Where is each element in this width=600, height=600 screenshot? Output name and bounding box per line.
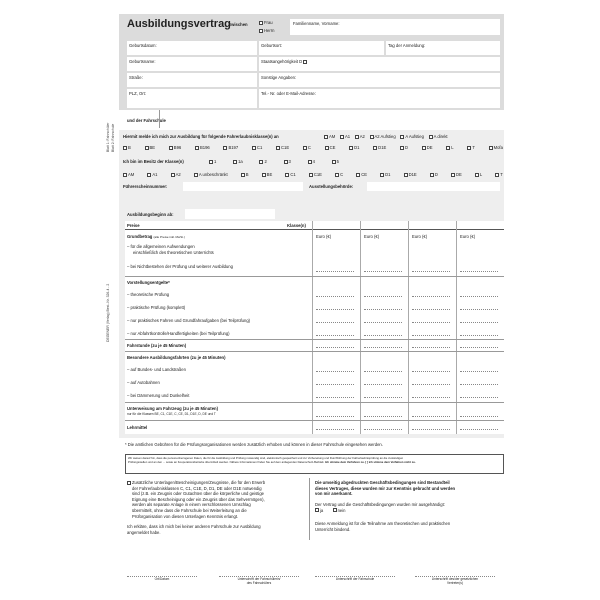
price-field[interactable] [460, 384, 498, 385]
class-checkbox[interactable]: B196 [195, 145, 210, 150]
price-field[interactable] [460, 347, 498, 348]
lehrmittel-label: Lehrmittel [127, 425, 148, 430]
staatsangehoerigkeit-label: Staatsangehörigkeit D [261, 59, 308, 64]
class-a2-aufstieg-checkbox[interactable]: A2 Aufstieg [370, 134, 396, 139]
class-checkbox[interactable]: D [400, 145, 408, 150]
checkbox-icon [303, 60, 307, 64]
privacy-consent[interactable]: Ich stimme dem Verfahren zu. [ ] [325, 460, 368, 464]
checkbox-icon [169, 146, 173, 150]
frau-checkbox[interactable]: Frau [259, 20, 273, 25]
price-field[interactable] [460, 429, 498, 430]
besitz-checkbox[interactable]: 2 [259, 159, 266, 164]
price-field[interactable] [460, 335, 498, 336]
checkbox-icon [333, 508, 337, 512]
checkbox-icon [259, 21, 263, 25]
b3-label: – bei Dämmerung und Dunkelheit [127, 393, 190, 398]
fahrschule-label: und der Fahrschule [127, 118, 166, 123]
held-class-checkbox[interactable]: DE [451, 172, 462, 177]
preise-header: Preise [127, 223, 140, 228]
checkbox-icon [123, 146, 127, 150]
checkbox-icon [223, 146, 227, 150]
klasse-header: Klasse(n) [287, 223, 306, 228]
privacy-text1: Wir weisen darauf hin, dass die personenbezogenen Daten, die für die Ausbildung und Prüfung notwendig sind, elektronisch gespeichert und zur Vorbereitung und Durchführung der Fahrerlaubnisprüfung an die zuständigen [128, 456, 404, 460]
checkbox-icon [489, 146, 493, 150]
checkbox-icon [355, 135, 359, 139]
geburtsdatum-label: Geburtsdatum: [129, 43, 157, 48]
tel-field[interactable] [259, 89, 500, 108]
checkbox-icon [400, 146, 404, 150]
grundbetrag-label: Grundbetrag (alle Preise inkl. MwSt.) [127, 234, 185, 239]
handed-out: Der Vertrag und die Geschäftsbedingungen wurden mir ausgehändigt: ja nein [315, 502, 445, 513]
sig-student: Unterschrift der Fahrschülerin/ des Fahrschülers [237, 577, 281, 585]
price-field[interactable] [364, 322, 402, 323]
class-checkbox[interactable]: C1 [252, 145, 262, 150]
bottom-divider [309, 478, 310, 540]
checkbox-icon [325, 146, 329, 150]
class-am-checkbox[interactable]: AM [324, 134, 335, 139]
price-field[interactable] [412, 296, 450, 297]
exclusive-declaration: Ich erkläre, dass ich mich bei keiner anderen Fahrschule zur Ausbildung angemeldet habe. [127, 524, 261, 535]
checkbox-icon [430, 173, 434, 177]
checkbox-icon [147, 173, 151, 177]
besitz-checkbox[interactable]: 3 [284, 159, 291, 164]
held-class-checkbox[interactable]: A unbeschränkt [194, 172, 228, 177]
class-checkbox[interactable]: B96 [169, 145, 181, 150]
zwischen-label: zwischen [229, 22, 248, 27]
price-field[interactable] [316, 335, 354, 336]
checkbox-icon [370, 135, 374, 139]
v3-label: – nur praktisches Fahren und Grundfahraufgaben (bei Teilprüfung) [127, 318, 251, 323]
price-field[interactable] [460, 296, 498, 297]
terms-declaration: Die umseitig abgedruckten Geschäftsbedingungen sind Bestandteil dieses Vertrages, diese wurden mir zur Kenntnis gebracht und werden von mir anerkannt. [315, 480, 456, 497]
checkbox-icon [262, 173, 266, 177]
name-field[interactable] [290, 19, 500, 35]
checkbox-icon [495, 173, 499, 177]
held-class-checkbox[interactable]: AM [123, 172, 134, 177]
geburtsname-field[interactable] [127, 57, 257, 71]
class-section [119, 130, 504, 208]
geburtsort-field[interactable] [259, 41, 384, 55]
besitz-checkbox[interactable]: 1a [233, 159, 243, 164]
price-field[interactable] [460, 322, 498, 323]
price-field[interactable] [316, 347, 354, 348]
class-checkbox[interactable]: D1 [349, 145, 359, 150]
price-field[interactable] [412, 335, 450, 336]
checkbox-icon [241, 173, 245, 177]
class-a2-checkbox[interactable]: A2 [355, 134, 365, 139]
checkbox-icon [422, 146, 426, 150]
checkbox-icon [400, 135, 404, 139]
class-a-direkt-checkbox[interactable]: A direkt [429, 134, 448, 139]
name-label: Familienname, Vorname: [293, 21, 340, 26]
checkbox-icon [195, 146, 199, 150]
besitz-checkbox[interactable]: 1 [209, 159, 216, 164]
held-class-checkbox[interactable]: D1 [380, 172, 390, 177]
b2-label: – auf Autobahnen [127, 380, 160, 385]
price-field[interactable] [364, 397, 402, 398]
besitz-checkbox[interactable]: 5 [332, 159, 339, 164]
price-field[interactable] [316, 416, 354, 417]
strasse-field[interactable] [127, 73, 257, 87]
checkbox-icon [276, 146, 280, 150]
contract-form [119, 14, 504, 586]
side-text-publisher: DEGENER (Verlag) Best.-Nr. 326-4 - 2 [106, 283, 110, 342]
price-field[interactable] [460, 416, 498, 417]
beginn-label: Ausbildungsbeginn ab: [127, 212, 174, 217]
checkbox-icon [284, 160, 288, 164]
checkbox-icon [340, 135, 344, 139]
class-checkbox[interactable]: CE [325, 145, 336, 150]
price-field[interactable] [412, 371, 450, 372]
price-field[interactable] [412, 384, 450, 385]
unterweisung-label: Unterweisung am Fahrzeug (zu je 45 Minuten) [127, 406, 218, 411]
price-field[interactable] [412, 397, 450, 398]
held-class-checkbox[interactable]: D [430, 172, 438, 177]
plz-field[interactable] [127, 89, 257, 108]
v2-label: – praktische Prüfung (komplett) [127, 305, 186, 310]
ja-checkbox[interactable]: ja [315, 508, 323, 513]
price-field[interactable] [364, 384, 402, 385]
price-field[interactable] [412, 347, 450, 348]
price-field[interactable] [412, 309, 450, 310]
divider [125, 276, 504, 277]
footnote: * Die amtlichen Gebühren für die Prüfungsorganisationen werden zusätzlich erhoben und können in dieser Fahrschule eingesehen werden. [125, 442, 383, 447]
fuehrerschein-input[interactable] [183, 182, 303, 191]
documents-declaration: Zusätzliche Unterlagen/Bescheinigungen/Zeugnisse, die für den Erwerb der Fahrerlaubnisklassen C, C1, C1E, D, D1, DE oder D1E notwendig sind (z.B. ein Zeugnis oder Gutachten über die körperliche und geistige Eignung eine Bescheinigung oder ein Zeugnis über das Sehvermögen), werden als separate Anlage in einem verschlossenen Umschlag übermittelt, ohne dass die Fahrschule bei Weiterleitung an die Prüforganisation von diesen Unterlagen Kenntnis erlangt. [127, 480, 265, 519]
price-field[interactable] [364, 271, 402, 272]
strasse-label: Straße: [129, 75, 143, 80]
tel-label: Tel.- Nr. oder E-Mail-Adresse: [261, 91, 316, 96]
class-row2 [123, 145, 503, 150]
geburtsort-label: Geburtsort: [261, 43, 282, 48]
class-checkbox[interactable]: BE [145, 145, 156, 150]
price-field[interactable] [364, 309, 402, 310]
fuehrerschein-label: Führerscheinnummer: [123, 184, 168, 189]
divider [125, 339, 504, 340]
held-class-checkbox[interactable]: C1 [285, 172, 295, 177]
geburtsname-label: Geburtsname: [129, 59, 156, 64]
checkbox-icon [332, 160, 336, 164]
g1b-label: einschließlich des theoretischen Unterrichts [133, 250, 214, 255]
anmeldung-label: Tag der Anmeldung: [388, 43, 426, 48]
price-field[interactable] [316, 309, 354, 310]
price-field[interactable] [460, 397, 498, 398]
checkbox-icon [356, 173, 360, 177]
held-class-checkbox[interactable]: C1E [309, 172, 322, 177]
checkbox-icon [315, 508, 319, 512]
class-checkbox[interactable]: C [303, 145, 311, 150]
class-checkbox[interactable]: C1E [276, 145, 289, 150]
price-field[interactable] [364, 335, 402, 336]
class-checkbox[interactable]: D1E [373, 145, 386, 150]
price-field[interactable] [364, 347, 402, 348]
checkbox-icon [123, 173, 127, 177]
sonstige-field[interactable] [259, 73, 500, 87]
euro-header: Euro (€) [316, 234, 332, 239]
price-field[interactable] [316, 429, 354, 430]
checkbox-icon [380, 173, 384, 177]
staatsangehoerigkeit-field[interactable] [259, 57, 500, 71]
checkbox-icon [171, 173, 175, 177]
sig-guardian: Unterschrift des/der gesetzlichen Vertreter(s) [431, 577, 479, 585]
checkbox-icon [209, 160, 213, 164]
herrn-checkbox[interactable]: Herrn [259, 28, 274, 33]
price-field[interactable] [316, 397, 354, 398]
euro-header: Euro (€) [412, 234, 428, 239]
besitz-checkbox[interactable]: 4 [308, 159, 315, 164]
divider [125, 351, 504, 352]
checkbox-icon [252, 146, 256, 150]
class-checkbox[interactable]: B197 [223, 145, 238, 150]
price-field[interactable] [412, 429, 450, 430]
price-field[interactable] [364, 429, 402, 430]
checkbox-icon [303, 146, 307, 150]
checkbox-icon [259, 160, 263, 164]
price-field[interactable] [460, 309, 498, 310]
class-checkbox[interactable]: T [467, 145, 475, 150]
v1-label: – theoretische Prüfung [127, 292, 170, 297]
price-field[interactable] [316, 322, 354, 323]
price-field[interactable] [412, 271, 450, 272]
plz-label: PLZ, Ort: [129, 91, 146, 96]
besitz-label: Ich bin im Besitz der Klasse(n) [123, 159, 184, 164]
class-row4 [123, 172, 503, 177]
checkbox-icon [451, 173, 455, 177]
held-class-checkbox[interactable]: A1 [147, 172, 157, 177]
held-class-checkbox[interactable]: CE [356, 172, 367, 177]
price-field[interactable] [316, 296, 354, 297]
held-class-checkbox[interactable]: BE [262, 172, 273, 177]
fahrstunde-label: Fahrstunde (zu je 45 Minuten) [127, 343, 187, 348]
class-row1 [324, 134, 448, 139]
held-class-checkbox[interactable]: T [495, 172, 503, 177]
divider [125, 420, 504, 421]
held-class-checkbox[interactable]: B [241, 172, 249, 177]
behoerde-label: Ausstellungsbehörde: [309, 184, 354, 189]
hiermit-label: Hiermit melde ich mich zur Ausbildung für folgende Fahrerlaubnisklasse(n) an [123, 134, 279, 139]
euro-header: Euro (€) [460, 234, 476, 239]
v4-label: – nur Abfahrtkontrolle/Handfertigkeiten (bei Teilprüfung) [127, 331, 230, 336]
price-field[interactable] [316, 371, 354, 372]
nein-checkbox[interactable]: nein [333, 508, 346, 513]
price-field[interactable] [460, 371, 498, 372]
documents-checkbox[interactable] [127, 481, 131, 485]
b1-label: – auf Bundes- und Landstraßen [127, 367, 186, 372]
divider [125, 229, 504, 230]
price-field[interactable] [364, 416, 402, 417]
held-class-checkbox[interactable]: A2 [171, 172, 181, 177]
class-a1-checkbox[interactable]: A1 [340, 134, 350, 139]
price-field[interactable] [460, 271, 498, 272]
held-class-checkbox[interactable]: L [475, 172, 482, 177]
checkbox-icon [309, 173, 313, 177]
behoerde-input[interactable] [367, 182, 500, 191]
class-checkbox[interactable]: DE [422, 145, 433, 150]
beginn-input[interactable] [185, 209, 275, 219]
g1-label: – für die allgemeinen Aufwendungen [127, 244, 195, 249]
sonstige-label: Sonstige Angaben: [261, 75, 297, 80]
besondere-label: Besondere Ausbildungsfahrten (zu je 45 Minuten) [127, 355, 226, 360]
class-checkbox[interactable]: L [446, 145, 453, 150]
form-title: Ausbildungsvertrag [127, 18, 231, 30]
price-field[interactable] [412, 322, 450, 323]
class-checkbox[interactable]: Mofa [489, 145, 503, 150]
sig-school: Unterschrift der Fahrschule [335, 577, 375, 581]
checkbox-icon [145, 146, 149, 150]
held-class-checkbox[interactable]: C [335, 172, 343, 177]
fahrschule-field[interactable] [159, 110, 504, 128]
checkbox-icon [475, 173, 479, 177]
checkbox-icon [285, 173, 289, 177]
sig-ort-datum: Ort/Datum [154, 577, 170, 581]
checkbox-icon [467, 146, 471, 150]
binding-note: Diese Anmeldung ist für die Teilnahme am theoretischen und praktischen Unterricht bindend. [315, 521, 451, 532]
privacy-text2: Prüfungsstellen und an den ... sowie an Kooperationsbetriebe übermittelt werden. Nähere Informationen finden Sie auf dem anliegenden Datenschutz-Beiblatt. Ich stimme dem Verfahren zu. [ ] Ich stimme dem Verfahren nicht zu. [128, 460, 416, 464]
checkbox-icon [308, 160, 312, 164]
geburtsdatum-field[interactable] [127, 41, 257, 55]
checkbox-icon [335, 173, 339, 177]
checkbox-icon [259, 29, 263, 33]
price-field[interactable] [316, 271, 354, 272]
checkbox-icon [404, 173, 408, 177]
price-field[interactable] [316, 384, 354, 385]
privacy-dissent[interactable]: Ich stimme dem Verfahren nicht zu. [368, 460, 416, 464]
price-field[interactable] [364, 296, 402, 297]
checkbox-icon [349, 146, 353, 150]
euro-header: Euro (€) [364, 234, 380, 239]
class-checkbox[interactable]: B [123, 145, 131, 150]
divider [125, 402, 504, 403]
held-class-checkbox[interactable]: D1E [404, 172, 417, 177]
unterweisung-sub: nur für die Klassen BE, C1, C1E, C, CE, D1, D1E, D, DE und T [127, 412, 216, 416]
checkbox-icon [373, 146, 377, 150]
checkbox-icon [194, 173, 198, 177]
anmeldung-field[interactable] [386, 41, 500, 55]
side-text-sheets: Blatt 1: Fahrschüler [106, 122, 110, 152]
price-field[interactable] [412, 416, 450, 417]
checkbox-icon [324, 135, 328, 139]
price-field[interactable] [364, 371, 402, 372]
besitz-row [209, 159, 339, 164]
checkbox-icon [233, 160, 237, 164]
side-text-sheet2: Blatt 2: Fahrschule [111, 123, 115, 152]
checkbox-icon [429, 135, 433, 139]
class-a-aufstieg-checkbox[interactable]: A Aufstieg [400, 134, 424, 139]
g2-label: – bei Nichtbestehen der Prüfung und weiterer Ausbildung [127, 264, 233, 269]
vorstellung-label: Vorstellungsentgelte* [127, 280, 170, 285]
checkbox-icon [446, 146, 450, 150]
